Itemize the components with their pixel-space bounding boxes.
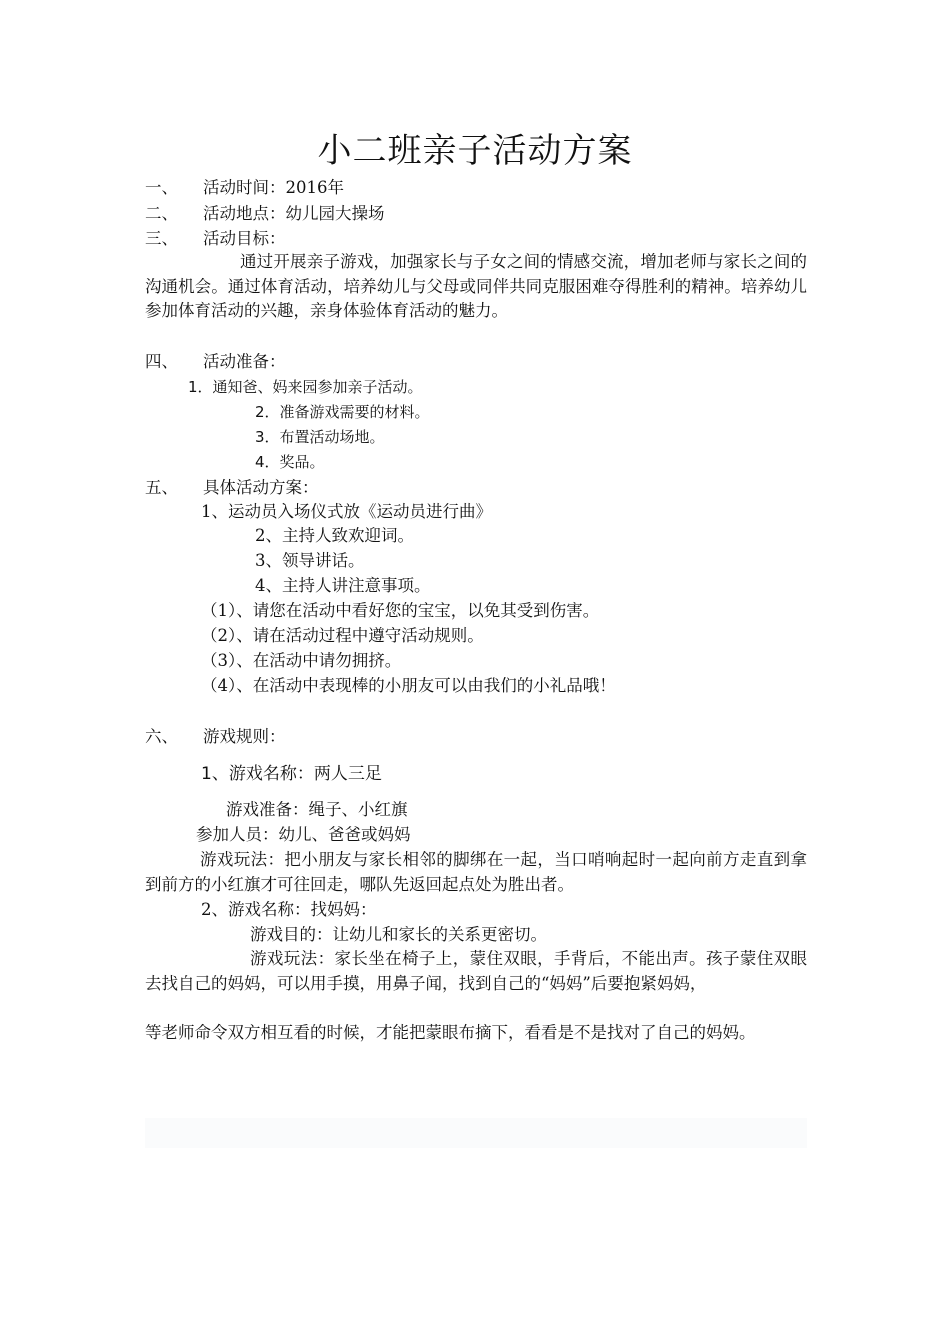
game1-play: 游戏玩法：把小朋友与家长相邻的脚绑在一起，当口哨响起时一起向前方走直到拿到前方的小红旗才可往回走，哪队先返回起点处为胜出者。: [145, 850, 807, 894]
section-number: 二、: [145, 204, 178, 223]
section-location: [145, 202, 385, 226]
notice-item: （1）、请您在活动中看好您的宝宝，以免其受到伤害。: [201, 601, 600, 620]
section-label: 具体活动方案：: [203, 478, 319, 497]
game1-name: 1、游戏名称：两人三足: [201, 764, 382, 784]
section-rules: [145, 725, 286, 749]
section-preparation: [145, 350, 286, 374]
notice-item: （3）、在活动中请勿拥挤。: [201, 651, 402, 670]
section-label: 活动地点：幼儿园大操场: [203, 204, 385, 223]
section-number: 一、: [145, 178, 178, 197]
game2-play-continued: 等老师命令双方相互看的时候，才能把蒙眼布摘下，看看是不是找对了自己的妈妈。: [145, 1023, 756, 1042]
section-number: 三、: [145, 229, 178, 248]
goal-paragraph: 通过开展亲子游戏，加强家长与子女之间的情感交流，增加老师与家长之间的沟通机会。通过体育活动，培养幼儿与父母或同伴共同克服困难夺得胜利的精神。培养幼儿参加体育活动的兴趣，亲身体验体育活动的魅力。: [145, 252, 807, 320]
section-label: 游戏规则：: [203, 727, 286, 746]
document-title: 小二班亲子活动方案: [317, 131, 633, 171]
section-number: 四、: [145, 352, 178, 371]
section-label: 活动时间：2016年: [203, 178, 344, 197]
footer-band: [145, 1118, 807, 1148]
section-number: 六、: [145, 727, 178, 746]
notice-item: （2）、请在活动过程中遵守活动规则。: [201, 626, 484, 645]
preparation-item: 4．奖品。: [255, 453, 325, 471]
notice-item: （4）、在活动中表现棒的小朋友可以由我们的小礼品哦！: [201, 676, 616, 695]
plan-step: 2、主持人致欢迎词。: [255, 526, 414, 545]
game2-name: 2、游戏名称：找妈妈：: [201, 900, 377, 919]
plan-step: 3、领导讲话。: [255, 551, 365, 570]
game2-goal: 游戏目的：让幼儿和家长的关系更密切。: [250, 925, 547, 944]
section-time: [145, 176, 344, 200]
section-number: 五、: [145, 478, 178, 497]
plan-step: 1、运动员入场仪式放《运动员进行曲》: [201, 502, 492, 521]
game2-play: 游戏玩法：家长坐在椅子上，蒙住双眼，手背后，不能出声。孩子蒙住双眼去找自己的妈妈，可以用手摸，用鼻子闻，找到自己的“妈妈”后要抱紧妈妈，: [145, 949, 807, 993]
game1-prep: 游戏准备：绳子、小红旗: [226, 800, 408, 819]
preparation-item: 2．准备游戏需要的材料。: [255, 403, 430, 421]
section-label: 活动准备：: [203, 352, 286, 371]
section-plan: [145, 476, 319, 500]
preparation-item: 1．通知爸、妈来园参加亲子活动。: [188, 378, 423, 396]
section-goals: [145, 227, 286, 251]
plan-step: 4、主持人讲注意事项。: [255, 576, 431, 595]
game1-people: 参加人员：幼儿、爸爸或妈妈: [196, 825, 411, 844]
section-label: 活动目标：: [203, 229, 286, 248]
preparation-item: 3．布置活动场地。: [255, 428, 385, 446]
